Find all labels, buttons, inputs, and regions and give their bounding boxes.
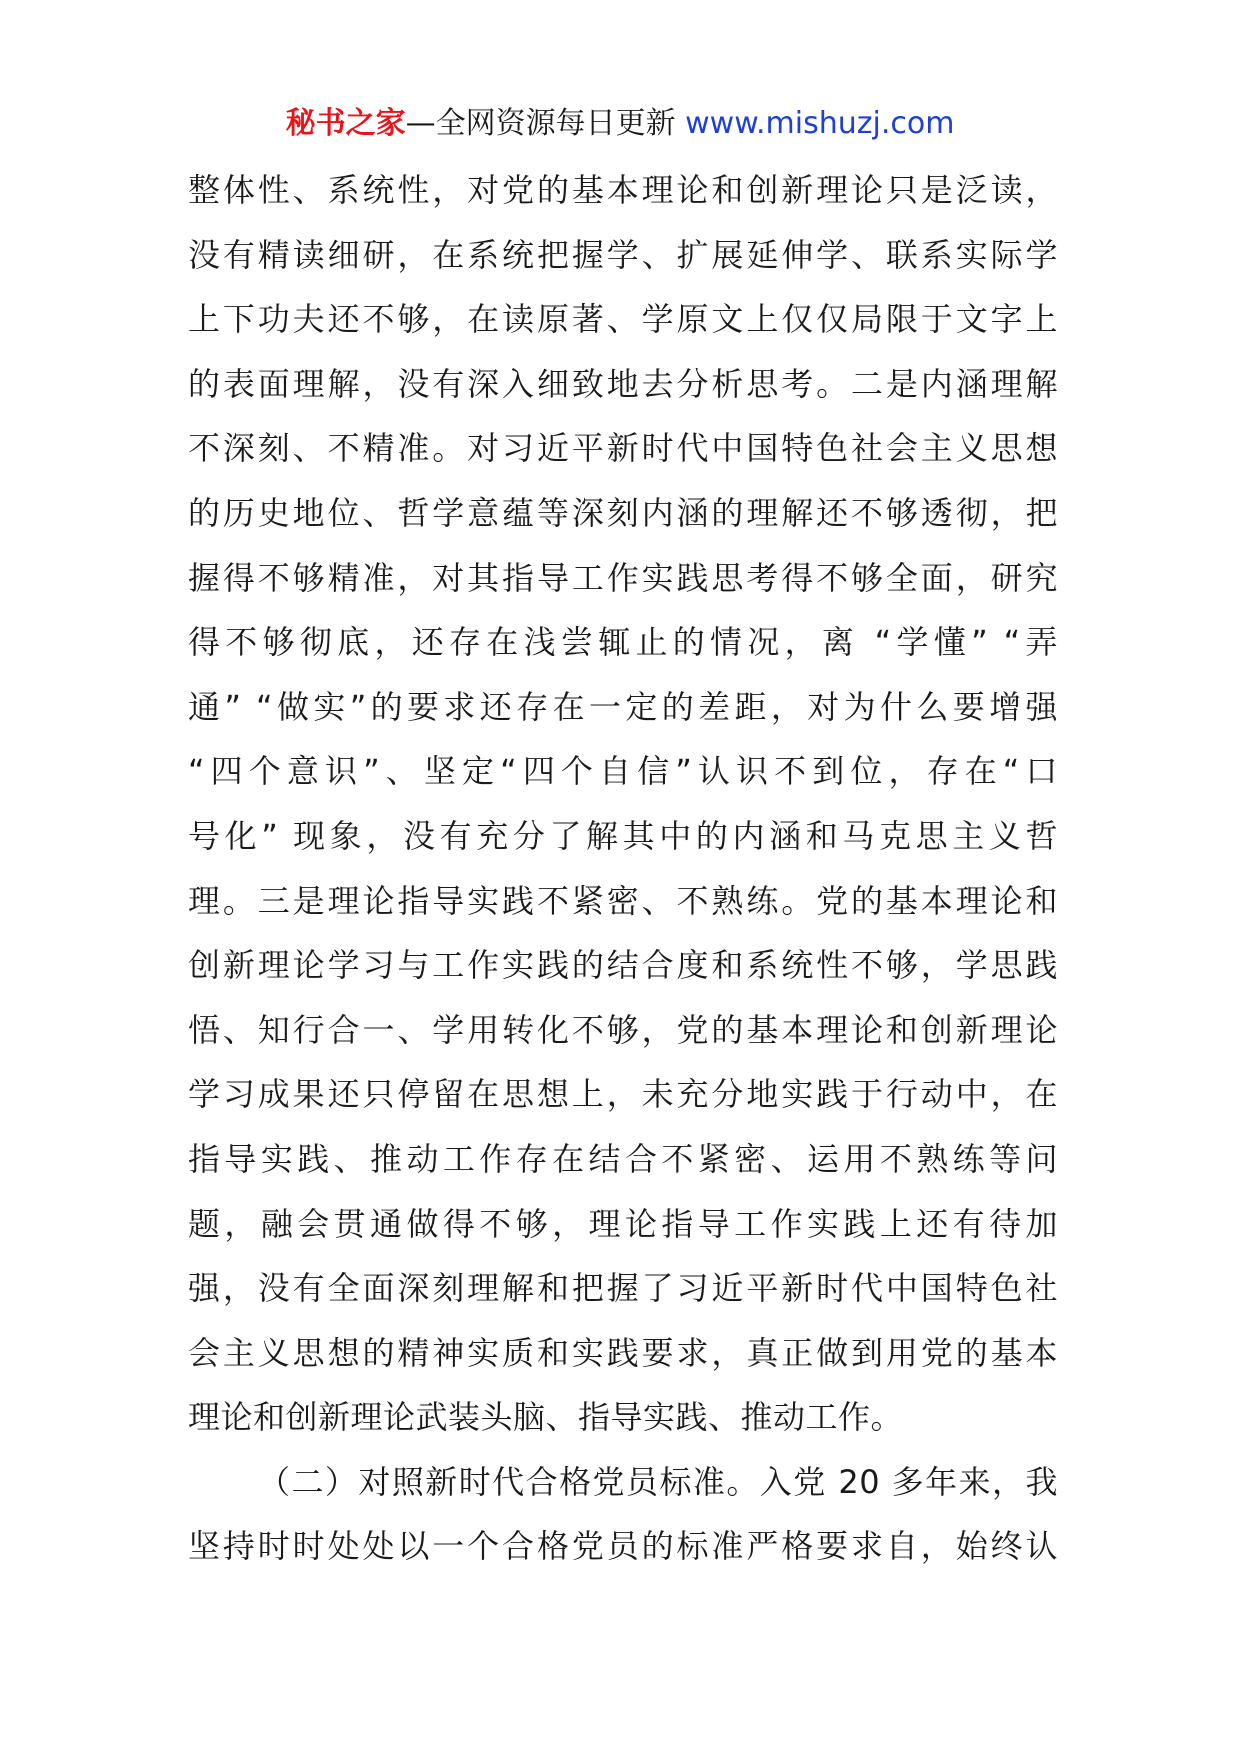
text-line: 题，融会贯通做得不够，理论指导工作实践上还有待加 (188, 1204, 1058, 1243)
text-line: 坚持时时处处以一个合格党员的标准严格要求自，始终认 (188, 1527, 1058, 1566)
text-line: 的历史地位、哲学意蕴等深刻内涵的理解还不够透彻，把 (188, 493, 1058, 532)
brand-name: 秘书之家 (285, 106, 406, 141)
header-tagline: —全网资源每日更新 (405, 106, 686, 141)
section-heading-line: （二）对照新时代合格党员标准。入党 20 多年来，我 (258, 1462, 1058, 1501)
text-line: 指导实践、推动工作存在结合不紧密、运用不熟练等问 (188, 1139, 1058, 1178)
site-header (0, 102, 1240, 146)
text-line: 不深刻、不精准。对习近平新时代中国特色社会主义思想 (188, 429, 1058, 468)
text-line: 理。三是理论指导实践不紧密、不熟练。党的基本理论和 (188, 881, 1058, 920)
text-line: 整体性、系统性，对党的基本理论和创新理论只是泛读， (188, 171, 1058, 209)
text-line: 通” “做实”的要求还存在一定的差距，对为什么要增强 (188, 687, 1058, 726)
text-line: 悟、知行合一、学用转化不够，党的基本理论和创新理论 (188, 1010, 1058, 1049)
text-line: 上下功夫还不够，在读原著、学原文上仅仅局限于文字上 (188, 300, 1058, 339)
text-line: 会主义思想的精神实质和实践要求，真正做到用党的基本 (188, 1333, 1058, 1372)
text-line: 创新理论学习与工作实践的结合度和系统性不够，学思践 (188, 946, 1058, 985)
site-url-link[interactable]: www.mishuzj.com (685, 106, 955, 141)
text-line: 的表面理解，没有深入细致地去分析思考。二是内涵理解 (188, 364, 1058, 403)
text-line: 没有精读细研，在系统把握学、扩展延伸学、联系实际学 (188, 235, 1058, 274)
text-line: 号化” 现象，没有充分了解其中的内涵和马克思主义哲 (188, 816, 1058, 855)
text-line: 学习成果还只停留在思想上，未充分地实践于行动中，在 (188, 1075, 1058, 1114)
text-line: 强，没有全面深刻理解和把握了习近平新时代中国特色社 (188, 1269, 1058, 1308)
text-line: 握得不够精准，对其指导工作实践思考得不够全面，研究 (188, 558, 1058, 597)
text-line: “四个意识”、坚定“四个自信”认识不到位，存在“口 (188, 752, 1058, 791)
text-line: 得不够彻底，还存在浅尝辄止的情况，离 “学懂” “弄 (188, 623, 1058, 662)
paragraph-end-line: 理论和创新理论武装头脑、指导实践、推动工作。 (188, 1398, 904, 1437)
document-body (188, 158, 1058, 1579)
